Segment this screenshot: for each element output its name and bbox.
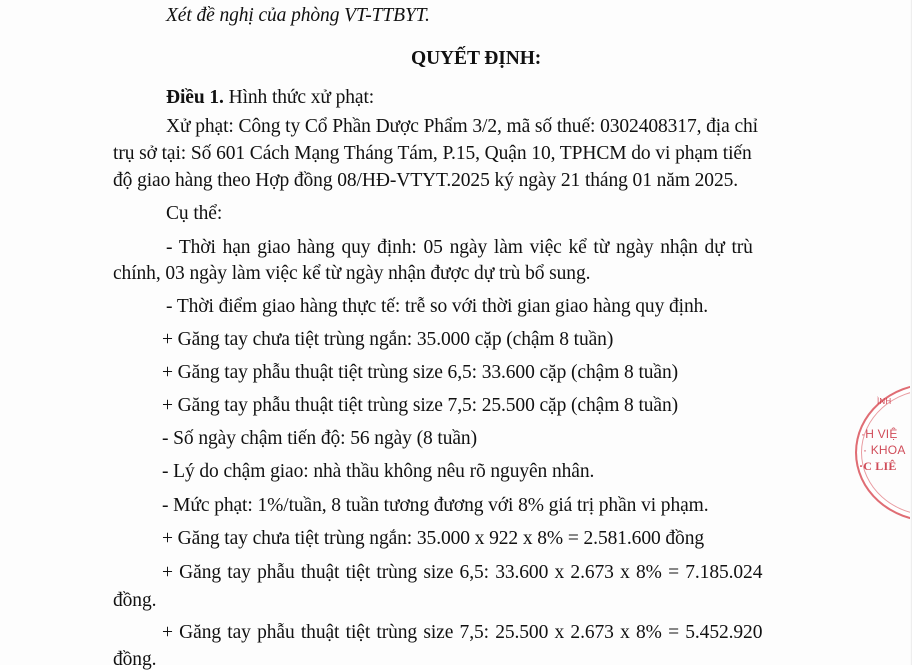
penalty-paragraph-line-2: trụ sở tại: Số 601 Cách Mạng Tháng Tám, P.15, Quận 10, TPHCM do vi phạm tiến	[113, 143, 752, 164]
delayed-item-2: + Găng tay phẫu thuật tiệt trùng size 6,5: 33.600 cặp (chậm 8 tuần)	[162, 362, 679, 383]
stamp-top-text: ÌNH	[877, 397, 892, 406]
penalty-calc-item-2-line-2: đồng.	[113, 590, 157, 611]
delay-days-text: - Số ngày chậm tiến độ: 56 ngày (8 tuần)	[162, 428, 477, 449]
delayed-item-1: + Găng tay chưa tiệt trùng ngắn: 35.000 cặp (chậm 8 tuần)	[162, 329, 614, 350]
decision-heading: QUYẾT ĐỊNH:	[411, 48, 542, 69]
delayed-item-3: + Găng tay phẫu thuật tiệt trùng size 7,5: 25.500 cặp (chậm 8 tuần)	[162, 395, 679, 416]
delay-reason-text: - Lý do chậm giao: nhà thầu không nêu rõ nguyên nhân.	[162, 461, 595, 482]
penalty-paragraph-line-3: độ giao hàng theo Hợp đồng 08/HĐ-VTYT.2025 ký ngày 21 tháng 01 năm 2025.	[113, 170, 739, 191]
penalty-calc-item-2-line-1: + Găng tay phẫu thuật tiệt trùng size 6,5: 33.600 x 2.673 x 8% = 7.185.024	[162, 562, 763, 583]
preamble-text: Xét đề nghị của phòng VT-TTBYT.	[166, 5, 430, 26]
details-label: Cụ thể:	[166, 203, 223, 224]
article-1-label: Điều 1.	[166, 87, 224, 108]
deadline-line-2: chính, 03 ngày làm việc kể từ ngày nhận được dự trù bổ sung.	[113, 263, 591, 284]
official-stamp	[845, 375, 912, 525]
article-1-title: Hình thức xử phạt:	[223, 87, 375, 108]
stamp-line-2: · KHOA	[863, 443, 906, 457]
stamp-line-1: ·H VIỆ	[861, 427, 898, 441]
penalty-paragraph-line-1: Xử phạt: Công ty Cổ Phần Dược Phẩm 3/2, mã số thuế: 0302408317, địa chỉ	[166, 116, 758, 137]
deadline-line-1: - Thời hạn giao hàng quy định: 05 ngày làm việc kể từ ngày nhận dự trù	[166, 237, 753, 258]
actual-delivery-text: - Thời điểm giao hàng thực tế: trễ so với thời gian giao hàng quy định.	[166, 296, 709, 317]
stamp-line-3: ·C LIÊ	[859, 459, 897, 473]
article-1-heading	[166, 86, 374, 110]
penalty-calc-item-3-line-2: đồng.	[113, 649, 157, 670]
penalty-rate-text: - Mức phạt: 1%/tuần, 8 tuần tương đương với 8% giá trị phần vi phạm.	[162, 495, 709, 516]
penalty-calc-item-3-line-1: + Găng tay phẫu thuật tiệt trùng size 7,5: 25.500 x 2.673 x 8% = 5.452.920	[162, 622, 763, 643]
penalty-calc-item-1: + Găng tay chưa tiệt trùng ngắn: 35.000 x 922 x 8% = 2.581.600 đồng	[162, 528, 704, 549]
